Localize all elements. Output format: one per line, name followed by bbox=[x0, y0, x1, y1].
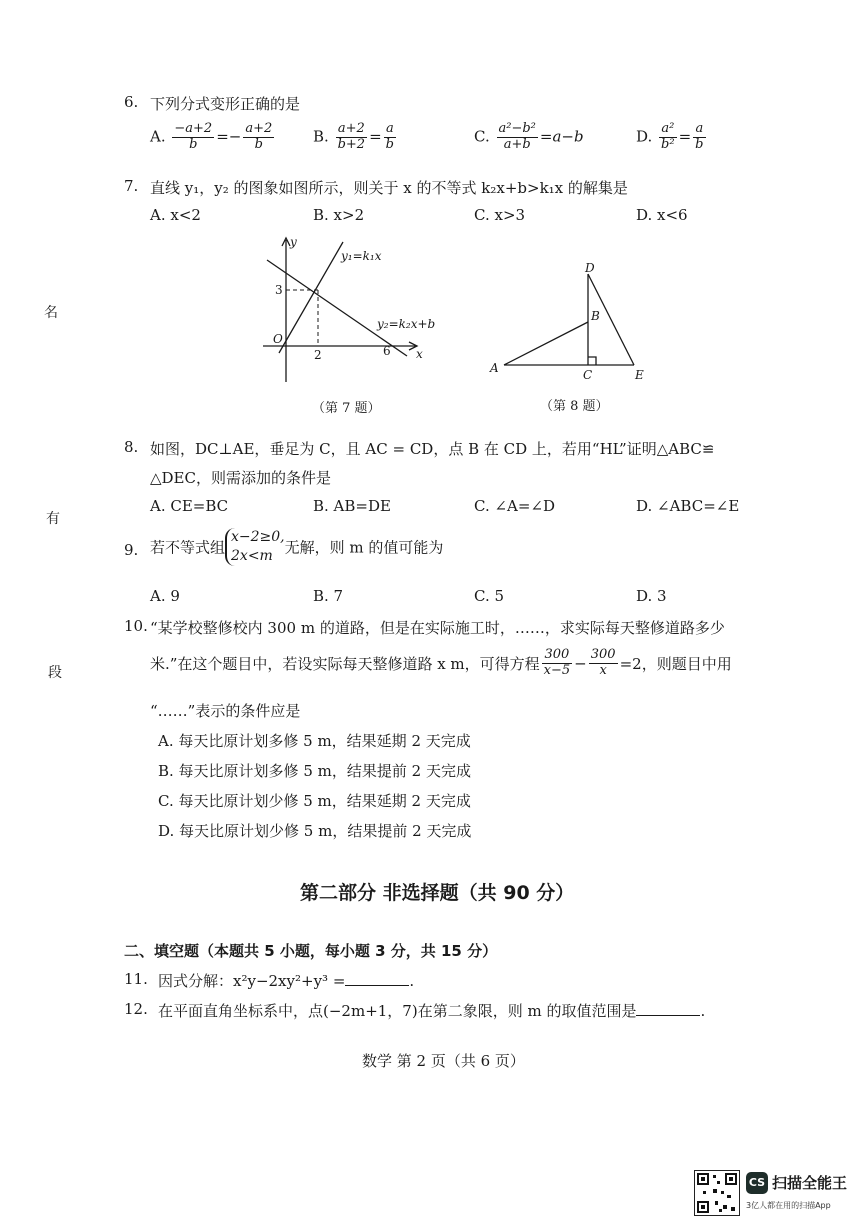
q9-option-b: B. 7 bbox=[313, 587, 344, 605]
right-angle-mark bbox=[588, 357, 596, 365]
line-y1 bbox=[279, 242, 343, 353]
q8-number: 8. bbox=[124, 438, 139, 456]
line-y2 bbox=[267, 260, 407, 356]
q7-number: 7. bbox=[124, 177, 139, 195]
q7-option-a: A. x<2 bbox=[150, 206, 201, 224]
q6-option-b: B. $\frac{a+2}{b+2}$ = $\frac{a}{b}$ bbox=[313, 121, 394, 152]
q6-option-a: A. $\frac{-a+2}{b}$ =− $\frac{a+2}{b}$ bbox=[150, 121, 273, 152]
answer-blank bbox=[636, 1015, 700, 1016]
q7-stem: 直线 y₁，y₂ 的图象如图所示，则关于 x 的不等式 k₂x+b>k₁x 的解集是 bbox=[150, 179, 628, 197]
q12-stem: 在平面直角坐标系中，点(−2m+1，7)在第二象限，则 m 的取值范围是 . bbox=[158, 1002, 706, 1020]
part-two-heading: 第二部分 非选择题（共 90 分） bbox=[300, 882, 575, 904]
page-footer: 数学 第 2 页（共 6 页） bbox=[362, 1052, 525, 1070]
figure-7-graph bbox=[255, 232, 435, 387]
figure-8-caption: （第 8 题） bbox=[540, 399, 609, 414]
q9-stem: 若不等式组 x−2≥0, 2x<m 无解，则 m 的值可能为 bbox=[150, 529, 444, 564]
q10-option-c: C. 每天比原计划少修 5 m，结果延期 2 天完成 bbox=[158, 792, 471, 810]
scanner-logo-icon: CS bbox=[746, 1172, 768, 1194]
q11-number: 11. bbox=[124, 970, 148, 988]
point-e: E bbox=[635, 368, 644, 382]
q8-option-a: A. CE=BC bbox=[150, 497, 229, 515]
point-d: D bbox=[585, 261, 595, 275]
scanner-tagline: 3亿人都在用的扫描App bbox=[746, 1201, 831, 1210]
margin-mark: 名 bbox=[44, 305, 58, 321]
qr-code bbox=[694, 1170, 740, 1216]
q8-stem-line1: 如图，DC⊥AE，垂足为 C，且 AC = CD，点 B 在 CD 上，若用“HL”证明△ABC≌ bbox=[150, 440, 715, 458]
label-origin: O bbox=[273, 332, 283, 346]
q8-option-c: C. ∠A=∠D bbox=[474, 497, 556, 515]
q9-option-a: A. 9 bbox=[150, 587, 180, 605]
q6-stem: 下列分式变形正确的是 bbox=[150, 95, 301, 113]
point-b: B bbox=[591, 309, 600, 323]
q7-option-d: D. x<6 bbox=[636, 206, 688, 224]
figure-8-triangles bbox=[484, 260, 654, 382]
point-c: C bbox=[583, 368, 593, 382]
q6-number: 6. bbox=[124, 93, 139, 111]
q12-number: 12. bbox=[124, 1000, 148, 1018]
q10-option-b: B. 每天比原计划多修 5 m，结果提前 2 天完成 bbox=[158, 762, 471, 780]
q8-stem-line2: △DEC，则需添加的条件是 bbox=[150, 469, 331, 487]
q10-line2: 米.”在这个题目中，若设实际每天整修道路 x m，可得方程 $\frac{300}{x-5}$ − $\frac{300}{x}$ =2，则题目中用 bbox=[150, 647, 732, 678]
label-y1: y₁=k₁x bbox=[341, 249, 382, 263]
label-y2: y₂=k₂x+b bbox=[377, 317, 435, 331]
tick-6: 6 bbox=[383, 344, 391, 358]
q8-option-d: D. ∠ABC=∠E bbox=[636, 497, 740, 515]
q9-option-c: C. 5 bbox=[474, 587, 505, 605]
label-y: y bbox=[290, 235, 297, 249]
answer-blank bbox=[345, 985, 409, 986]
inequality-system: x−2≥0, 2x<m bbox=[225, 528, 285, 566]
q7-option-b: B. x>2 bbox=[313, 206, 365, 224]
margin-mark: 段 bbox=[48, 665, 62, 681]
q10-line3: “……”表示的条件应是 bbox=[150, 702, 301, 720]
q9-number: 9. bbox=[124, 541, 139, 559]
tick-2: 2 bbox=[314, 348, 322, 362]
margin-mark: 有 bbox=[46, 511, 60, 527]
q6-option-c: C. $\frac{\text{a²−b²}}{a+b}$ =a−b bbox=[474, 121, 584, 152]
q11-stem: 因式分解：x²y−2xy²+y³ = . bbox=[158, 972, 415, 990]
figure-7-caption: （第 7 题） bbox=[312, 401, 381, 416]
q10-number: 10. bbox=[124, 617, 148, 635]
q9-option-d: D. 3 bbox=[636, 587, 667, 605]
q10-option-d: D. 每天比原计划少修 5 m，结果提前 2 天完成 bbox=[158, 822, 472, 840]
segment-ab bbox=[504, 322, 588, 365]
q7-option-c: C. x>3 bbox=[474, 206, 526, 224]
q10-option-a: A. 每天比原计划多修 5 m，结果延期 2 天完成 bbox=[158, 732, 471, 750]
scanner-brand: 扫描全能王 bbox=[772, 1174, 848, 1192]
tick-3: 3 bbox=[275, 283, 283, 297]
q6-option-d: D. $\frac{\text{a²}}{\text{b²}}$ = $\frac{a}{b}$ bbox=[636, 121, 704, 152]
label-x: x bbox=[416, 347, 423, 361]
q10-line1: “某学校整修校内 300 m 的道路，但是在实际施工时，……，求实际每天整修道路多少 bbox=[150, 619, 725, 637]
q8-option-b: B. AB=DE bbox=[313, 497, 391, 515]
point-a: A bbox=[490, 361, 499, 375]
section-fill-blank-heading: 二、填空题（本题共 5 小题，每小题 3 分，共 15 分） bbox=[124, 942, 498, 960]
